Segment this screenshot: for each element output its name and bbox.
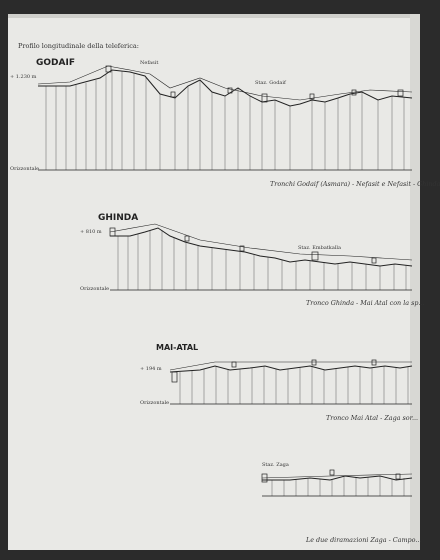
right-edge-shade <box>410 14 420 550</box>
profile-caption: Tronco Mai Atal - Zaga sor... <box>326 414 419 422</box>
station-title-mai-atal: MAI-ATAL <box>156 343 199 352</box>
terrain-line <box>262 476 412 480</box>
support-verticals <box>118 230 406 290</box>
profile-ghinda <box>110 224 412 290</box>
elevation-label: + 1.230 m <box>10 74 37 80</box>
terrain-line <box>110 228 412 266</box>
cable-line <box>110 224 412 260</box>
datum-label: Orizzontale <box>80 286 110 292</box>
datum-label: Orizzontale <box>10 166 40 172</box>
profile-mai-atal <box>170 360 412 404</box>
profile-caption: Tronco Ghinda - Mai Atal con la sp... <box>306 299 425 307</box>
station-title-ghinda: GHINDA <box>98 213 139 223</box>
top-edge-shade <box>8 14 420 18</box>
support-verticals <box>180 366 408 404</box>
support-verticals <box>46 70 404 170</box>
profile-godaif <box>38 66 412 170</box>
station-markers <box>172 360 376 382</box>
profile-branches <box>262 470 412 496</box>
elevation-label: + 194 m <box>140 366 162 372</box>
datum-label: Orizzontale <box>140 400 170 406</box>
mark-label: Staz. Zaga <box>262 462 289 468</box>
profile-caption: Tronchi Godaif (Asmara) - Nefasit e Nefasit - Ghinda <box>270 180 440 188</box>
terrain-line <box>170 366 412 372</box>
support-verticals <box>272 476 404 496</box>
mark-label: Staz. Embatkalla <box>298 245 342 251</box>
document-heading: Profilo longitudinale della teleferica: <box>18 42 139 50</box>
station-title-godaif: GODAIF <box>36 58 75 68</box>
cable-line <box>262 474 412 478</box>
elevation-label: + 810 m <box>80 229 102 235</box>
profile-caption: Le due diramazioni Zaga - Campo... <box>306 536 422 544</box>
mark-label: Staz. Godaif <box>255 80 286 86</box>
mark-label: Nefasit <box>140 60 159 66</box>
